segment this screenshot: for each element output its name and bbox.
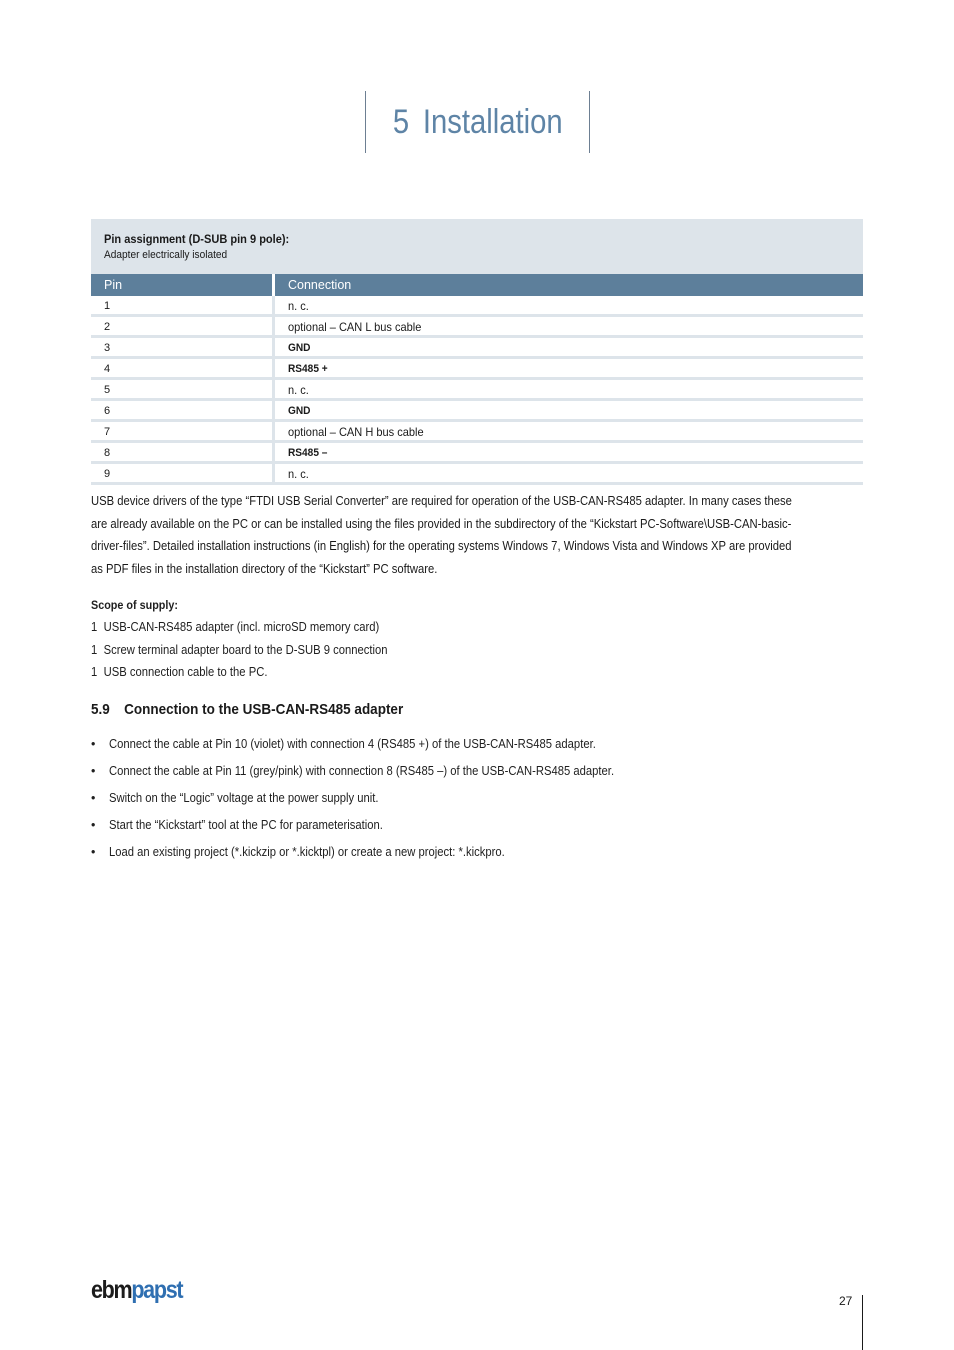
- scope-title: Scope of supply:: [91, 598, 179, 612]
- paragraph-line: USB device drivers of the type “FTDI USB Serial Converter” are required for operation of the USB-CAN-RS485 adapter. In many cases these: [91, 494, 792, 508]
- pin-cell: 8: [91, 442, 274, 463]
- scope-item-qty: 1: [91, 665, 98, 679]
- pin-cell: 9: [91, 463, 274, 484]
- table-row: [91, 296, 863, 316]
- bullet-icon: •: [91, 791, 96, 805]
- list-item: [91, 843, 851, 870]
- connection-cell: [274, 421, 864, 442]
- connection-text: n. c.: [288, 466, 309, 481]
- connection-cell: [274, 337, 864, 358]
- table-row: [91, 379, 863, 400]
- list-item-text: Load an existing project (*.kickzip or *.kicktpl) or create a new project: *.kickpro.: [109, 845, 505, 859]
- list-item: [91, 789, 851, 816]
- page-number: 27: [839, 1294, 853, 1308]
- connection-text: RS485 +: [288, 362, 328, 375]
- ebmpapst-logo: [91, 1276, 182, 1305]
- logo-part-papst: papst: [131, 1276, 183, 1304]
- connection-text: GND: [288, 341, 311, 354]
- chapter-name: Installation: [422, 102, 563, 141]
- connection-text: n. c.: [288, 382, 309, 397]
- pin-panel-header: [91, 219, 863, 274]
- paragraph-line: driver-files”. Detailed installation instructions (in English) for the operating systems Windows 7, Windows Vista and Windows XP are provided: [91, 539, 792, 554]
- connection-cell: [274, 400, 864, 421]
- pin-cell: 5: [91, 379, 274, 400]
- pin-table-header-row: [91, 274, 863, 296]
- scope-of-supply: [91, 597, 691, 687]
- paragraph-line: as PDF files in the installation directory of the “Kickstart” PC software.: [91, 561, 438, 576]
- pin-column-header: Pin: [91, 274, 274, 296]
- list-item: [91, 816, 851, 843]
- instruction-list: [91, 735, 851, 870]
- connection-cell: [274, 442, 864, 463]
- pin-assignment-panel: [91, 219, 863, 485]
- driver-paragraph: [91, 490, 866, 580]
- list-item-text: Switch on the “Logic” voltage at the power supply unit.: [109, 791, 379, 805]
- pin-panel-title: Pin assignment (D-SUB pin 9 pole):: [104, 232, 290, 246]
- bullet-icon: •: [91, 737, 96, 751]
- pin-cell: 7: [91, 421, 274, 442]
- connection-cell: [274, 316, 864, 337]
- list-item: [91, 762, 851, 789]
- table-row: [91, 463, 863, 484]
- pin-table: [91, 274, 863, 485]
- chapter-title: [393, 103, 563, 142]
- scope-item: [91, 619, 631, 642]
- section-title: Connection to the USB-CAN-RS485 adapter: [124, 701, 404, 718]
- table-row: [91, 421, 863, 442]
- scope-item: [91, 664, 631, 687]
- chapter-heading: [365, 91, 590, 153]
- page-divider: [862, 1295, 863, 1350]
- connection-cell: [274, 296, 864, 316]
- table-row: [91, 400, 863, 421]
- table-row: [91, 442, 863, 463]
- connection-cell: [274, 463, 864, 484]
- table-row: [91, 337, 863, 358]
- connection-text: n. c.: [288, 298, 309, 313]
- pin-cell: 1: [91, 296, 274, 316]
- connection-column-header: Connection: [274, 274, 864, 296]
- scope-item-qty: 1: [91, 620, 98, 634]
- pin-cell: 2: [91, 316, 274, 337]
- table-row: [91, 316, 863, 337]
- scope-item-text: USB connection cable to the PC.: [103, 665, 268, 679]
- connection-text: RS485 –: [288, 446, 328, 459]
- scope-item-text: Screw terminal adapter board to the D-SUB 9 connection: [103, 642, 388, 657]
- connection-text: GND: [288, 404, 311, 417]
- bullet-icon: •: [91, 818, 96, 832]
- section-heading: [91, 701, 403, 718]
- pin-panel-subtitle: Adapter electrically isolated: [104, 249, 228, 261]
- logo-part-ebm: ebm: [91, 1276, 132, 1304]
- scope-item-qty: 1: [91, 642, 98, 657]
- connection-cell: [274, 379, 864, 400]
- list-item: [91, 735, 851, 762]
- pin-cell: 3: [91, 337, 274, 358]
- chapter-number: 5: [392, 102, 409, 141]
- bullet-icon: •: [91, 764, 96, 778]
- list-item-text: Start the “Kickstart” tool at the PC for parameterisation.: [109, 818, 383, 832]
- scope-item: [91, 642, 631, 665]
- list-item-text: Connect the cable at Pin 10 (violet) with connection 4 (RS485 +) of the USB-CAN-RS485 adapter.: [109, 737, 596, 751]
- list-item-text: Connect the cable at Pin 11 (grey/pink) with connection 8 (RS485 –) of the USB-CAN-RS485 adapter.: [109, 764, 615, 778]
- bullet-icon: •: [91, 845, 96, 859]
- connection-cell: [274, 358, 864, 379]
- connection-text: optional – CAN H bus cable: [288, 424, 424, 439]
- connection-text: optional – CAN L bus cable: [288, 319, 422, 334]
- pin-cell: 4: [91, 358, 274, 379]
- table-row: [91, 358, 863, 379]
- section-number: 5.9: [91, 701, 110, 718]
- pin-cell: 6: [91, 400, 274, 421]
- scope-item-text: USB-CAN-RS485 adapter (incl. microSD memory card): [103, 620, 380, 634]
- paragraph-line: are already available on the PC or can be installed using the files provided in the subdirectory of the “Kickstart PC-Software\USB-CAN-basic-: [91, 516, 792, 531]
